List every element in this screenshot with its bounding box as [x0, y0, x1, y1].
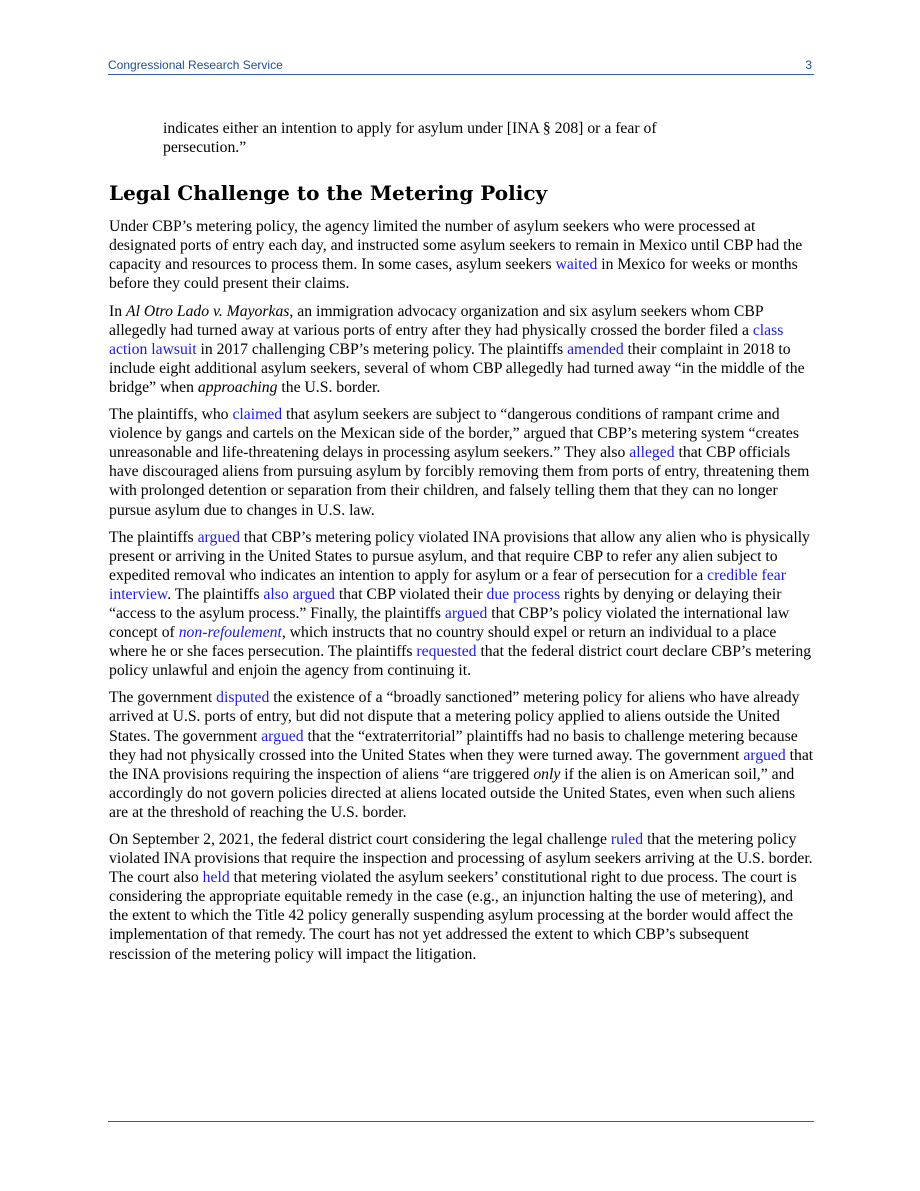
- link-ruled[interactable]: ruled: [610, 831, 644, 848]
- text: that metering violated the asylum seekers’ constitutional right to due process. The court is considering the appropriate equitable remedy in the case (e.g., an injunction halting the use of metering), and the extent to which the Title 42 policy generally suspending asylum processing at the border would affect the implementation of that remedy. The court has not yet addressed the extent to which CBP’s subsequent rescission of the metering policy will impact the litigation.: [109, 869, 797, 963]
- text: the existence of a “broadly sanctioned” metering policy for aliens who have already arrived at U.S. ports of entry, but did not dispute that a metering policy applied to aliens outside the United States. The government: [109, 689, 800, 745]
- text: the U.S. border.: [277, 378, 381, 396]
- link-argued-3[interactable]: argued: [261, 727, 304, 745]
- paragraph-2: [109, 302, 814, 397]
- link-due-process[interactable]: due process: [486, 585, 561, 603]
- block-quote: indicates either an intention to apply for asylum under [INA § 208] or a fear of persecution.”: [163, 120, 657, 157]
- text: The plaintiffs, who: [109, 406, 233, 424]
- link-waited[interactable]: waited: [555, 256, 598, 274]
- document-body: [109, 119, 814, 972]
- page-header: [108, 57, 814, 75]
- text: that asylum seekers are subject to “dangerous conditions of rampant crime and violence by gangs and cartels on the Mexican side of the border,” argued that CBP’s metering system “creates unreasonable and life-threatening delays in processing asylum seekers.” They also: [109, 406, 799, 462]
- text: The plaintiffs: [109, 528, 198, 546]
- paragraph-5: [109, 688, 814, 822]
- text: in 2017 challenging CBP’s metering policy. The plaintiffs: [196, 340, 568, 358]
- text: , which instructs that no country should expel or return an individual to a place where he or she faces persecution. The plaintiffs: [109, 624, 777, 661]
- text: that the federal district court declare CBP’s metering policy unlawful and enjoin the agency from continuing it.: [109, 643, 812, 680]
- case-name: Al Otro Lado v. Mayorkas: [126, 302, 290, 320]
- link-argued[interactable]: argued: [197, 528, 240, 546]
- link-held[interactable]: held: [202, 869, 230, 887]
- link-class-action-lawsuit[interactable]: class action lawsuit: [109, 321, 784, 358]
- text: that CBP officials have discouraged aliens from pursuing asylum by forcibly removing them from ports of entry, threatening them with prolonged detention or separation from their children, and falsely telling them that they can no longer pursue asylum due to changes in U.S. law.: [109, 444, 810, 519]
- text: . The plaintiffs: [167, 585, 264, 603]
- paragraph-1: [109, 217, 814, 293]
- link-claimed[interactable]: claimed: [232, 406, 283, 424]
- emphasis-only: only: [533, 765, 561, 783]
- emphasis-approaching: approaching: [197, 378, 278, 396]
- text: that CBP violated their: [334, 585, 487, 603]
- header-source: Congressional Research Service: [108, 58, 283, 72]
- link-amended[interactable]: amended: [567, 340, 624, 358]
- link-non-refoulement[interactable]: [179, 624, 282, 641]
- paragraph-4: [109, 528, 814, 681]
- link-alleged[interactable]: alleged: [629, 444, 675, 462]
- page-number: 3: [805, 58, 812, 72]
- text: rights by denying or delaying their “access to the asylum process.” Finally, the plaintiffs: [109, 585, 782, 622]
- text: Under CBP’s metering policy, the agency limited the number of asylum seekers who were processed at designated ports of entry each day, and instructed some asylum seekers to remain in Mexico until CBP had the capacity and resources to process them. In some cases, asylum seekers: [109, 218, 803, 274]
- text: in Mexico for weeks or months before they could present their claims.: [109, 256, 798, 293]
- link-disputed[interactable]: disputed: [216, 689, 270, 707]
- text: if the alien is on American soil,” and accordingly do not govern policies directed at aliens located outside the United States, even when such aliens are at the threshold of reaching the U.S. border.: [109, 765, 796, 821]
- text: , an immigration advocacy organization and six asylum seekers whom CBP allegedly had turned away at various ports of entry after they had physically crossed the border filed a: [109, 302, 763, 339]
- text: The government: [109, 689, 217, 707]
- paragraph-3: [109, 405, 814, 520]
- link-credible-fear-interview[interactable]: credible fear interview: [109, 566, 786, 603]
- text: On September 2, 2021, the federal district court considering the legal challenge: [109, 831, 611, 848]
- paragraph-6: [109, 830, 814, 964]
- text: In: [109, 302, 126, 320]
- link-argued-4[interactable]: argued: [743, 746, 786, 764]
- text: that CBP’s policy violated the international law concept of: [109, 604, 790, 642]
- text: that the metering policy violated INA provisions that require the inspection and processing of asylum seekers arriving at the U.S. border. The court also: [109, 831, 813, 887]
- link-requested[interactable]: requested: [416, 643, 477, 661]
- text: that CBP’s metering policy violated INA provisions that allow any alien who is physically present or arriving in the United States to pursue asylum, and that require CBP to refer any alien subject to expedited removal who indicates an intention to apply for asylum or a fear of persecution for a: [109, 528, 810, 584]
- text: that the INA provisions requiring the inspection of aliens “are triggered: [109, 746, 814, 783]
- text: that the “extraterritorial” plaintiffs had no basis to challenge metering because they had not physically crossed into the United States when they were turned away. The government: [109, 727, 798, 764]
- link-non-refoulement-text: non-refoulement: [178, 624, 282, 642]
- footer-rule: [108, 1121, 814, 1122]
- link-argued-2[interactable]: argued: [444, 604, 488, 622]
- text: their complaint in 2018 to include eight additional asylum seekers, several of whom CBP allegedly had turned away “in the middle of the bridge” when: [109, 340, 805, 396]
- section-heading: Legal Challenge to the Metering Policy: [109, 181, 548, 206]
- link-also-argued[interactable]: also argued: [263, 585, 335, 603]
